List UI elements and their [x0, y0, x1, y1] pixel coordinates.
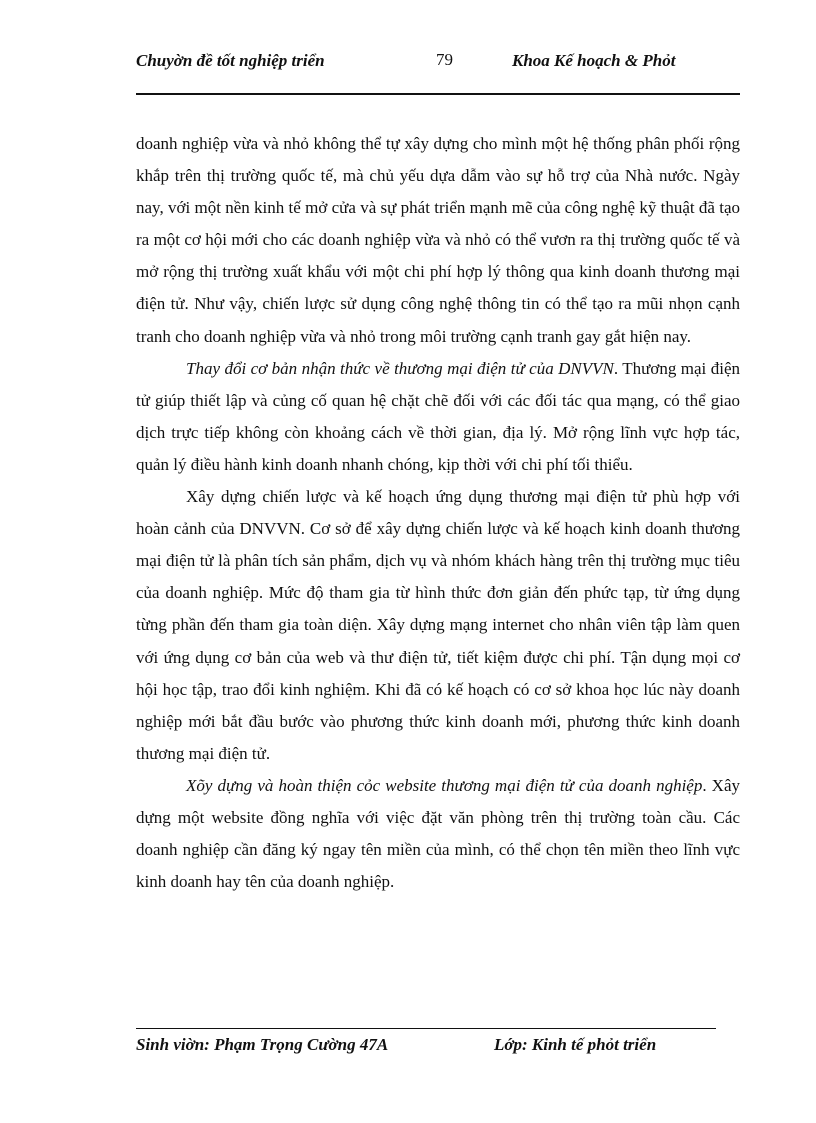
- footer-class: Lớp: Kinh tế phỏt triển: [494, 1035, 657, 1054]
- paragraph-4-text: . Xây dựng một website đồng nghĩa với việc đặt văn phòng trên thị trường toàn cầu. Các doanh nghiệp cần đăng ký ngay tên miền của mình, có thể chọn tên miền theo lĩnh vực kinh doanh hay tên của doanh nghiệp.: [136, 775, 740, 892]
- paragraph-1: doanh nghiệp vừa và nhỏ không thể tự xây dựng cho mình một hệ thống phân phối rộng khắp trên thị trường quốc tế, mà chủ yếu dựa dẫm vào sự hỗ trợ của Nhà nước. Ngày nay, với một nền kinh tế mở cửa và sự phát triển mạnh mẽ của công nghệ kỹ thuật đã tạo ra một cơ hội mới cho các doanh nghiệp vừa và nhỏ có thể vươn ra thị trường quốc tế và mở rộng thị trường xuất khẩu với một chi phí hợp lý thông qua kinh doanh thương mại điện tử. Như vậy, chiến lược sử dụng công nghệ thông tin có thể tạo ra mũi nhọn cạnh tranh cho doanh nghiệp vừa và nhỏ trong môi trường cạnh tranh gay gắt hiện nay.: [136, 134, 740, 346]
- header-left-title: Chuyờn đề tốt nghiệp triển: [136, 51, 325, 70]
- paragraph-3: Xây dựng chiến lược và kế hoạch ứng dụng thương mại điện tử phù hợp với hoàn cảnh của DNVVN. Cơ sở để xây dựng chiến lược và kế hoạch kinh doanh thương mại điện tử là phân tích sản phẩm, dịch vụ và nhóm khách hàng trên thị trường mục tiêu của doanh nghiệp. Mức độ tham gia từ hình thức đơn giản đến phức tạp, từ ứng dụng từng phần đến tham gia toàn diện. Xây dựng mạng internet cho nhân viên tập làm quen với ứng dụng cơ bản của web và thư điện tử, tiết kiệm được chi phí. Tận dụng mọi cơ hội học tập, trao đổi kinh nghiệm. Khi đã có kế hoạch có cơ sở khoa học lúc này doanh nghiệp mới bắt đầu bước vào phương thức kinh doanh mới, phương thức kinh doanh thương mại điện tử.: [136, 487, 740, 763]
- paragraph-2: [136, 353, 740, 481]
- page-number: 79: [436, 50, 453, 69]
- header-divider: [136, 93, 740, 95]
- footer-divider: [136, 1028, 716, 1029]
- footer-student: Sinh viờn: Phạm Trọng Cường 47A: [136, 1035, 389, 1054]
- paragraph-4-heading: Xõy dựng và hoàn thiện cỏc website thương mại điện tử của doanh nghiệp: [186, 775, 703, 795]
- paragraph-4: [136, 770, 740, 898]
- paragraph-2-text: . Thương mại điện tử giúp thiết lập và củng cố quan hệ chặt chẽ đối với các đối tác qua mạng, có thể giao dịch trực tiếp không còn khoảng cách về thời gian, địa lý. Mở rộng lĩnh vực hợp tác, quản lý điều hành kinh doanh nhanh chóng, kịp thời với chi phí tối thiểu.: [136, 358, 740, 474]
- body-text: [136, 128, 740, 898]
- header-right-title: Khoa Kế hoạch & Phỏt: [512, 51, 676, 70]
- paragraph-2-heading: Thay đổi cơ bản nhận thức về thương mại điện tử của DNVVN: [186, 358, 614, 378]
